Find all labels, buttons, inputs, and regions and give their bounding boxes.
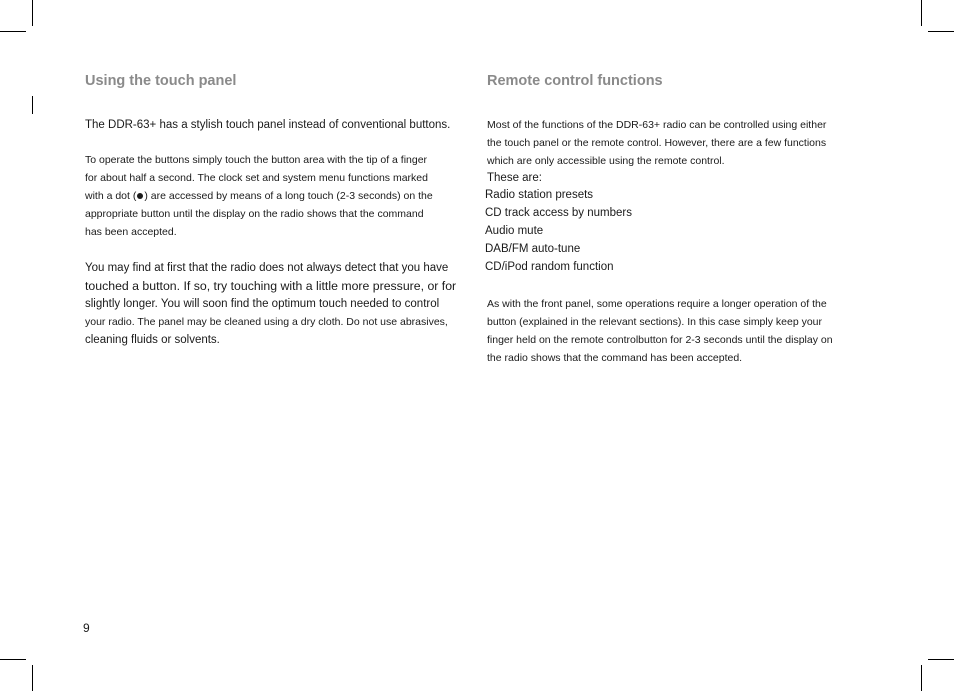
text-line: finger held on the remote controlbutton for 2-3 seconds until the display on bbox=[487, 334, 833, 346]
paragraph-remote-intro bbox=[487, 116, 873, 170]
text-fragment: ) are accessed by means of a long touch (2-3 seconds) on the bbox=[144, 190, 433, 202]
text-line: your radio. The panel may be cleaned using a dry cloth. Do not use abrasives, bbox=[85, 316, 448, 328]
text-line: The DDR-63+ has a stylish touch panel instead of conventional buttons. bbox=[85, 119, 451, 131]
crop-mark bbox=[921, 665, 922, 691]
crop-mark bbox=[32, 0, 33, 26]
text-line bbox=[85, 187, 470, 205]
paragraph-detect bbox=[85, 259, 470, 349]
section-heading-remote-control: Remote control functions bbox=[487, 73, 663, 89]
paragraph-longer-operation bbox=[487, 295, 873, 367]
text-line: the touch panel or the remote control. However, there are a few functions bbox=[487, 137, 827, 149]
text-line: for about half a second. The clock set and system menu functions marked bbox=[85, 172, 428, 184]
left-column bbox=[85, 72, 470, 349]
text-line: To operate the buttons simply touch the button area with the tip of a finger bbox=[85, 154, 428, 166]
list-item: Audio mute bbox=[485, 225, 544, 237]
crop-mark bbox=[928, 659, 954, 660]
text-line: the radio shows that the command has been accepted. bbox=[487, 352, 743, 364]
crop-mark bbox=[32, 96, 33, 114]
right-column bbox=[487, 72, 873, 367]
text-line: has been accepted. bbox=[85, 226, 177, 238]
list-item: Radio station presets bbox=[485, 189, 594, 201]
text-line: Most of the functions of the DDR-63+ radio can be controlled using either bbox=[487, 119, 827, 131]
text-line: appropriate button until the display on the radio shows that the command bbox=[85, 208, 424, 220]
crop-mark bbox=[921, 0, 922, 26]
text-line: These are: bbox=[487, 172, 542, 184]
remote-functions-list bbox=[487, 170, 873, 276]
text-line: which are only accessible using the remote control. bbox=[487, 155, 725, 167]
crop-mark bbox=[0, 31, 26, 32]
crop-mark bbox=[0, 659, 26, 660]
text-line: slightly longer. You will soon find the optimum touch needed to control bbox=[85, 298, 440, 310]
text-line: button (explained in the relevant sections). In this case simply keep your bbox=[487, 316, 823, 328]
paragraph-operate bbox=[85, 151, 470, 241]
paragraph-intro bbox=[85, 116, 470, 134]
crop-mark bbox=[32, 665, 33, 691]
list-item: DAB/FM auto-tune bbox=[485, 243, 581, 255]
text-line: cleaning fluids or solvents. bbox=[85, 334, 220, 346]
crop-mark bbox=[928, 31, 954, 32]
text-line: You may find at first that the radio does not always detect that you have bbox=[85, 262, 449, 274]
text-line: As with the front panel, some operations require a longer operation of the bbox=[487, 298, 827, 310]
text-line: touched a button. If so, try touching with a little more pressure, or for bbox=[85, 279, 457, 293]
dot-icon bbox=[137, 193, 143, 199]
section-heading-touch-panel: Using the touch panel bbox=[85, 73, 237, 89]
text-fragment: with a dot ( bbox=[85, 190, 137, 202]
page-number: 9 bbox=[83, 621, 90, 635]
list-item: CD track access by numbers bbox=[485, 207, 632, 219]
list-item: CD/iPod random function bbox=[485, 261, 614, 273]
